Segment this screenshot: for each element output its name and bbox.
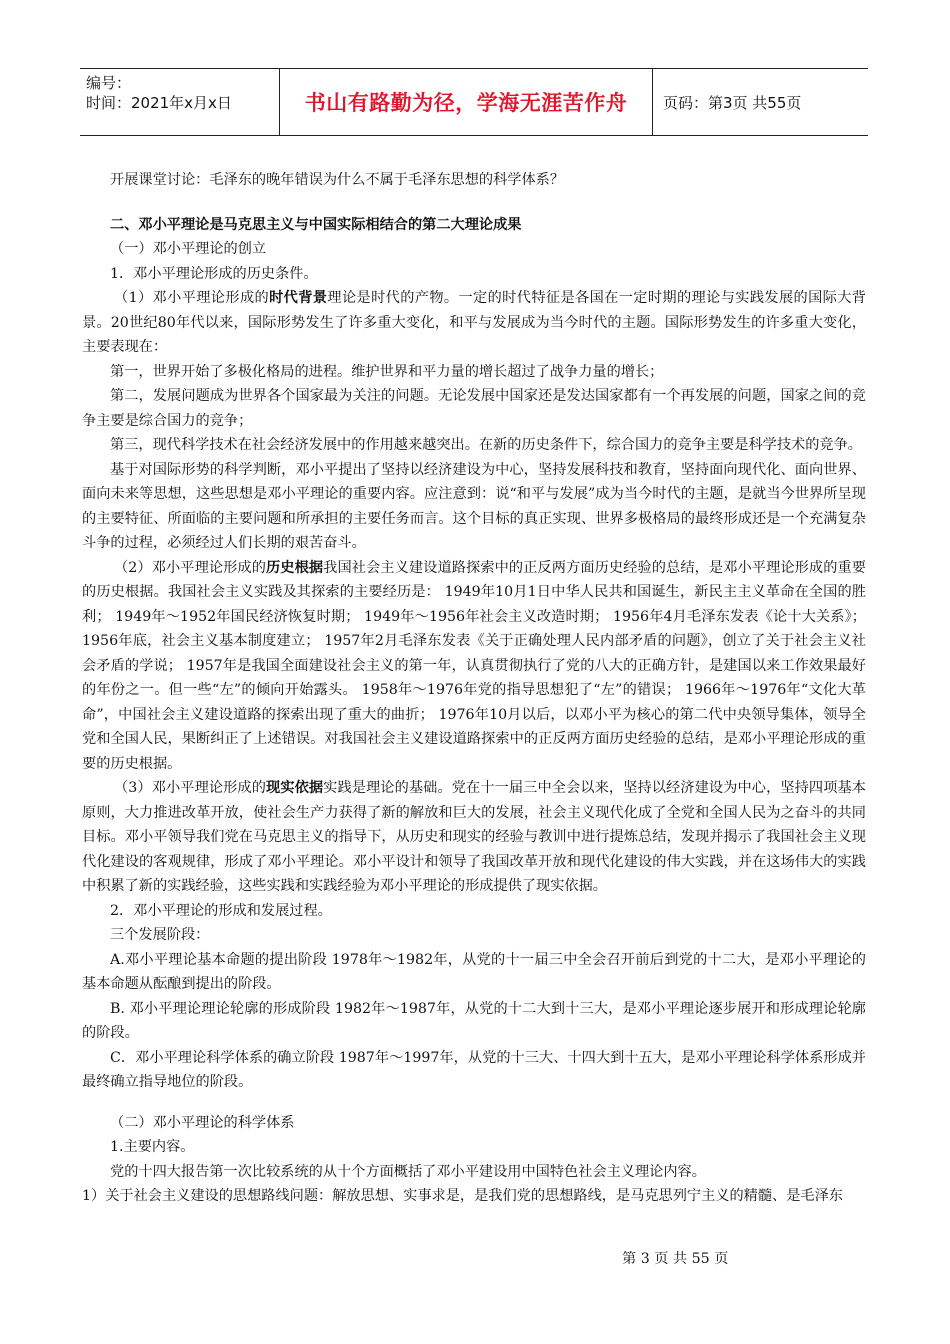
paragraph-practical-basis: （3）邓小平理论形成的现实依据实践是理论的基础。党在十一届三中全会以来，坚持以经济建设为中心，坚持四项基本原则，大力推进改革开放，使社会生产力获得了新的解放和巨大的发展，社会主义现代化成了全党和全国人民为之奋斗的共同目标。邓小平领导我们党在马克思主义的指导下，从历史和现实的经验与教训中进行提炼总结，发现并揭示了我国社会主义现代化建设的客观规律，形成了邓小平理论。邓小平设计和领导了我国改革开放和现代化建设的伟大实践，并在这场伟大的实践中积累了新的实践经验，这些实践和实践经验为邓小平理论的形成提供了现实依据。 [82, 780, 866, 894]
section-heading: 二、邓小平理论是马克思主义与中国实际相结合的第二大理论成果 [110, 216, 522, 233]
item-heading: 1．邓小平理论形成的历史条件。 [110, 265, 318, 282]
paragraph-stages: 三个发展阶段： [110, 927, 210, 943]
paragraph-stage-a: A.邓小平理论基本命题的提出阶段 1978年～1982年，从党的十一届三中全会召开前后到党的十二大，是邓小平理论的基本命题从酝酿到提出的阶段。 [82, 951, 866, 992]
header-meta [80, 69, 280, 135]
time-label: 时间：2021年x月x日 [86, 94, 232, 112]
paragraph-14th-congress: 党的十四大报告第一次比较系统的从十个方面概括了邓小平建设用中国特色社会主义理论内容。 [110, 1163, 706, 1180]
serial-label: 编号： [86, 74, 132, 92]
paragraph-item-1: 1）关于社会主义建设的思想路线问题：解放思想、实事求是，是我们党的思想路线，是马克思列宁主义的精髓、是毛泽东 [82, 1188, 843, 1204]
item-heading: 1.主要内容。 [110, 1139, 195, 1155]
item-heading: 2．邓小平理论的形成和发展过程。 [110, 902, 332, 919]
page-footer: 第 3 页 共 55 页 [622, 1251, 729, 1267]
paragraph-historical-basis: （2）邓小平理论形成的历史根据我国社会主义建设道路探索中的正反两方面历史经验的总结，是邓小平理论形成的重要的历史根据。我国社会主义实践及其探索的主要经历是： 1949年10月1日中华人民共和国诞生，新民主主义革命在全国的胜利； 1949年～1952年国民经济恢复时期； 1949年～1956年社会主义改造时期； 1956年4月毛泽东发表《论十大关系》； 1956年底，社会主义基本制度建立； 1957年2月毛泽东发表《关于正确处理人民内部矛盾的问题》，创立了关于社会主义社会矛盾的学说； 1957年是我国全面建设社会主义的第一年，认真贯彻执行了党的八大的正确方针，是建国以来工作效果最好的年份之一。但一些“左”的倾向开始露头。 1958年～1976年党的指导思想犯了“左”的错误； 1966年～1976年“文化大革命”，中国社会主义建设道路的探索出现了重大的曲折； 1976年10月以后，以邓小平为核心的第二代中央领导集体，领导全党和全国人民，果断纠正了上述错误。对我国社会主义建设道路探索中的正反两方面历史经验的总结，是邓小平理论形成的重要的历史根据。 [82, 559, 866, 772]
document-body [82, 168, 866, 1209]
paragraph-era-background: （1）邓小平理论形成的时代背景理论是时代的产物。一定的时代特征是各国在一定时期的理论与实践发展的国际大背景。20世纪80年代以来，国际形势发生了许多重大变化，和平与发展成为当今时代的主题。国际形势发生的许多重大变化，主要表现在： [82, 290, 866, 355]
paragraph-first: 第一，世界开始了多极化格局的进程。维护世界和平力量的增长超过了战争力量的增长； [110, 363, 664, 380]
paragraph-stage-c: C．邓小平理论科学体系的确立阶段 1987年～1997年，从党的十三大、十四大到十五大，是邓小平理论科学体系形成并最终确立指导地位的阶段。 [82, 1049, 866, 1090]
paragraph-stage-b: B. 邓小平理论理论轮廓的形成阶段 1982年～1987年，从党的十二大到十三大，是邓小平理论逐步展开和形成理论轮廓的阶段。 [82, 1000, 866, 1041]
subsection-heading: （一）邓小平理论的创立 [110, 241, 267, 257]
paragraph-based: 基于对国际形势的科学判断，邓小平提出了坚持以经济建设为中心，坚持发展科技和教育，坚持面向现代化、面向世界、面向未来等思想，这些思想是邓小平理论的重要内容。应注意到：说“和平与发展”成为当今时代的主题，是就当今世界所呈现的主要特征、所面临的主要问题和所承担的主要任务而言。这个目标的真正实现、世界多极格局的最终形成还是一个充满复杂斗争的过程，必须经过人们长期的艰苦奋斗。 [82, 461, 866, 551]
paragraph-second: 第二，发展问题成为世界各个国家最为关注的问题。无论发展中国家还是发达国家都有一个再发展的问题，国家之间的竞争主要是综合国力的竞争； [82, 388, 866, 429]
paragraph-third: 第三，现代科学技术在社会经济发展中的作用越来越突出。在新的历史条件下，综合国力的竞争主要是科学技术的竞争。 [110, 437, 862, 453]
subsection-heading: （二）邓小平理论的科学体系 [110, 1114, 295, 1131]
discussion-paragraph: 开展课堂讨论：毛泽东的晚年错误为什么不属于毛泽东思想的科学体系？ [110, 172, 565, 188]
header-page-label: 页码：第3页 共55页 [663, 93, 802, 112]
page-header [80, 68, 868, 136]
header-motto: 书山有路勤为径，学海无涯苦作舟 [280, 69, 653, 135]
